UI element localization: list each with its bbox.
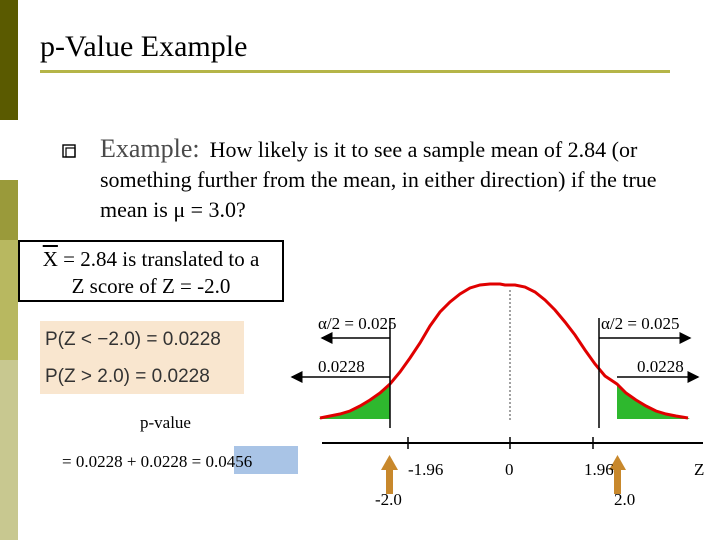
tail-left-label: 0.0228 bbox=[318, 357, 365, 376]
tick-label-neg: -1.96 bbox=[408, 460, 444, 479]
alpha-left-label: α/2 = 0.025 bbox=[318, 314, 397, 333]
left-tail-area bbox=[319, 384, 390, 419]
bullet-body: How likely is it to see a sample mean of 2.84 (or something further from the mean, in either direction) if the true mean is μ = 3.0? bbox=[100, 137, 657, 222]
alpha-right-label: α/2 = 0.025 bbox=[601, 314, 680, 333]
translation-line-2: Z score of Z = -2.0 bbox=[71, 274, 231, 298]
arrow-pos-label: 2.0 bbox=[614, 490, 636, 509]
arrow-neg-head bbox=[381, 455, 398, 470]
arrow-neg-label: -2.0 bbox=[375, 490, 402, 509]
p-value-label: p-value bbox=[140, 413, 191, 432]
tail-right-label: 0.0228 bbox=[637, 357, 684, 376]
tick-label-zero: 0 bbox=[505, 460, 514, 479]
bullet-lead: Example: bbox=[100, 134, 200, 163]
axis-z-label: Z bbox=[694, 460, 705, 479]
tick-label-pos: 1.96 bbox=[584, 460, 614, 479]
translation-line-1-text: = 2.84 is translated to a bbox=[57, 247, 260, 271]
right-tail-area bbox=[617, 384, 690, 419]
probability-line-upper: P(Z > 2.0) = 0.0228 bbox=[45, 366, 210, 387]
slide-title: p-Value Example bbox=[40, 30, 248, 63]
probability-line-lower: P(Z < −2.0) = 0.0228 bbox=[45, 329, 221, 350]
normal-curve bbox=[320, 284, 688, 418]
p-value-sum: = 0.0228 + 0.0228 = 0.0456 bbox=[62, 452, 253, 471]
xbar-symbol: $\overline{X}$ bbox=[42, 247, 58, 271]
